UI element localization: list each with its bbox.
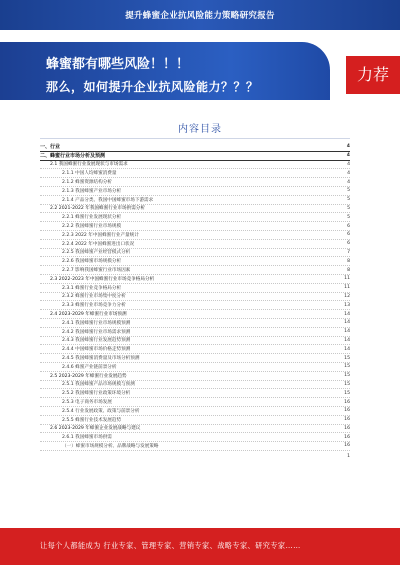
toc-entry[interactable] <box>40 425 350 434</box>
toc-entry[interactable] <box>40 398 350 407</box>
toc-entry[interactable] <box>40 293 350 302</box>
toc-entry[interactable] <box>40 161 350 170</box>
toc-entry-title: 2.1 我国蜂蜜行业发展现状与市场需求 <box>50 162 128 168</box>
toc-entry-page: 6 <box>347 241 350 247</box>
table-of-contents <box>40 143 350 459</box>
toc-entry[interactable] <box>40 231 350 240</box>
toc-entry-title: 2.2 2021-2022 年我国蜂蜜行业市场供需分析 <box>50 206 145 212</box>
toc-entry[interactable] <box>40 187 350 196</box>
toc-entry-page: 6 <box>347 223 350 229</box>
recommend-badge: 力荐 <box>346 56 400 94</box>
toc-entry-title: 2.4.2 我国蜂蜜行业市场需求预测 <box>62 329 131 335</box>
toc-entry-title: 2.5 2023-2029 年蜂蜜行业发展趋势 <box>50 373 127 379</box>
toc-entry-title: 2.5.2 我国蜂蜜行业政策环境分析 <box>62 391 131 397</box>
toc-entry-page: 6 <box>347 232 350 238</box>
toc-entry-page: 16 <box>344 443 350 449</box>
toc-entry-page: 16 <box>344 408 350 414</box>
toc-entry-page: 16 <box>344 399 350 405</box>
toc-entry-title: 2.5.4 行业发展政策、政策与前景分析 <box>62 408 140 414</box>
toc-entry[interactable] <box>40 363 350 372</box>
toc-entry[interactable] <box>40 337 350 346</box>
toc-entry-page: 7 <box>347 249 350 255</box>
toc-entry-page: 15 <box>344 381 350 387</box>
toc-entry-title: 2.2.5 我国蜂蜜产业经营模式分析 <box>62 250 131 256</box>
toc-entry-page: 4 <box>347 161 350 167</box>
toc-entry-page: 12 <box>344 293 350 299</box>
toc-entry-title: 2.3.2 蜂蜜行业市场集中度分析 <box>62 294 126 300</box>
toc-entry[interactable] <box>40 222 350 231</box>
toc-entry-title: 2.2.4 2022 年中国蜂蜜进出口状况 <box>62 241 135 247</box>
toc-entry[interactable] <box>40 372 350 381</box>
toc-entry-title: 2.2.1 蜂蜜行业发展现状分析 <box>62 215 122 221</box>
toc-entry-title: 二、蜂蜜行业市场分析及预测 <box>40 153 106 160</box>
toc-entry-page: 16 <box>344 417 350 423</box>
toc-entry-page: 14 <box>344 346 350 352</box>
toc-entry-page: 4 <box>347 179 350 185</box>
toc-entry-page: 11 <box>344 285 350 291</box>
toc-entry-title: 2.1.3 我国蜂蜜产业市场分析 <box>62 188 122 194</box>
toc-entry-title: 2.5.3 电子商务市场发展 <box>62 400 112 405</box>
toc-entry-page: 15 <box>344 355 350 361</box>
toc-entry-page: 4 <box>347 170 350 176</box>
toc-entry[interactable] <box>40 284 350 293</box>
toc-entry[interactable] <box>40 249 350 258</box>
toc-entry-page: 14 <box>344 337 350 343</box>
toc-entry[interactable] <box>40 345 350 354</box>
toc-entry-title: 一、行业 <box>40 144 61 151</box>
toc-entry-page: 15 <box>344 364 350 370</box>
toc-entry[interactable] <box>40 328 350 337</box>
footer-banner <box>0 528 400 565</box>
toc-entry[interactable] <box>40 196 350 205</box>
toc-entry-page: 8 <box>347 267 350 273</box>
toc-entry-page: 14 <box>344 311 350 317</box>
toc-entry[interactable] <box>40 143 350 152</box>
toc-divider <box>40 138 350 139</box>
toc-entry[interactable] <box>40 205 350 214</box>
toc-entry[interactable] <box>40 240 350 249</box>
toc-entry-title: 2.2.3 2022 年中国蜂蜜行业产量统计 <box>62 232 139 238</box>
toc-entry-title: 2.2.6 我国蜂蜜市场规模分析 <box>62 259 122 265</box>
toc-entry-page: 15 <box>344 373 350 379</box>
toc-entry-title: 2.1.2 蜂蜜资源结构分析 <box>62 180 112 186</box>
toc-entry-title: 2.5.5 蜂蜜行业技术发展趋势 <box>62 417 122 423</box>
toc-entry[interactable] <box>40 301 350 310</box>
toc-entry-title: 2.2.2 我国蜂蜜行业市场规模 <box>62 224 122 230</box>
toc-entry[interactable] <box>40 266 350 275</box>
toc-entry-title: 2.5.1 我国蜂蜜产品市场规模与预测 <box>62 382 135 388</box>
toc-entry[interactable] <box>40 442 350 451</box>
toc-entry[interactable] <box>40 416 350 425</box>
toc-entry[interactable] <box>40 310 350 319</box>
toc-entry-title: 2.4.4 中国蜂蜜市场价格走势预测 <box>62 347 131 353</box>
toc-continuation-page: 1 <box>347 453 350 459</box>
toc-entry-title: 2.6.1 我国蜂蜜市场供需 <box>62 435 112 441</box>
toc-entry-title: 2.4.5 我国蜂蜜消费量及市场分析预测 <box>62 356 140 362</box>
toc-title: 内容目录 <box>178 124 222 135</box>
toc-entry[interactable] <box>40 319 350 328</box>
toc-entry[interactable] <box>40 433 350 442</box>
toc-entry-page: 15 <box>344 390 350 396</box>
toc-entry-page: 5 <box>347 205 350 211</box>
toc-entry-title: 2.1.1 中国人均蜂蜜消费量 <box>62 171 117 177</box>
toc-entry[interactable] <box>40 257 350 266</box>
toc-entry-title: （一）蜂蜜市场规模分析、品牌战略与发展策略 <box>62 443 159 449</box>
toc-entry[interactable] <box>40 354 350 363</box>
toc-entry-title: 2.3.3 蜂蜜行业市场竞争力分析 <box>62 303 126 309</box>
question-subheadline: 那么，如何提升企业抗风险能力？？？ <box>46 80 259 94</box>
toc-entry[interactable] <box>40 213 350 222</box>
toc-entry[interactable] <box>40 152 350 161</box>
toc-entry-page: 11 <box>344 276 350 282</box>
toc-entry-title: 2.6 2023-2029 年蜂蜜企业发展战略与建议 <box>50 426 141 432</box>
toc-entry-title: 2.2.7 影响我国蜂蜜行业市场因素 <box>62 268 131 274</box>
toc-entry-title: 2.3 2022-2023 年中国蜂蜜行业市场竞争格局分析 <box>50 276 155 282</box>
report-title: 提升蜂蜜企业抗风险能力策略研究报告 <box>125 11 275 21</box>
toc-entry-page: 14 <box>344 329 350 335</box>
question-headline: 蜂蜜都有哪些风险！！！ <box>46 57 190 72</box>
toc-entry[interactable] <box>40 178 350 187</box>
toc-entry-page: 4 <box>346 153 350 159</box>
toc-entry-title: 2.1.4 产品分类、我国中国蜂蜜市场下游需求 <box>62 197 154 203</box>
toc-entry-title: 2.4 2023-2029 年蜂蜜行业市场预测 <box>50 312 127 318</box>
toc-entry-page: 13 <box>344 302 350 308</box>
toc-entry[interactable] <box>40 407 350 416</box>
toc-entry[interactable] <box>40 389 350 398</box>
toc-entry-page: 14 <box>344 320 350 326</box>
toc-entry[interactable] <box>40 169 350 178</box>
toc-entry-page: 5 <box>347 188 350 194</box>
top-title-bar <box>0 0 400 30</box>
toc-entry[interactable] <box>40 381 350 390</box>
toc-entry-page: 16 <box>344 434 350 440</box>
toc-entry-title: 2.3.1 蜂蜜行业竞争格局分析 <box>62 285 122 291</box>
toc-entry-page: 4 <box>346 144 350 150</box>
toc-entry-title: 2.4.3 我国蜂蜜行业发展趋势预测 <box>62 338 131 344</box>
toc-entry-page: 16 <box>344 425 350 431</box>
toc-entry-page: 5 <box>347 214 350 220</box>
toc-entry[interactable] <box>40 275 350 284</box>
toc-entry-page: 8 <box>347 258 350 264</box>
footer-slogan: 让每个人都能成为 行业专家、管理专家、营销专家、战略专家、研究专家…… <box>40 541 301 550</box>
toc-entry-title: 2.4.1 我国蜂蜜行业市场规模预测 <box>62 320 131 326</box>
toc-entry-title: 2.4.6 蜂蜜产业链前景分析 <box>62 364 117 370</box>
toc-entry-page: 5 <box>347 197 350 203</box>
